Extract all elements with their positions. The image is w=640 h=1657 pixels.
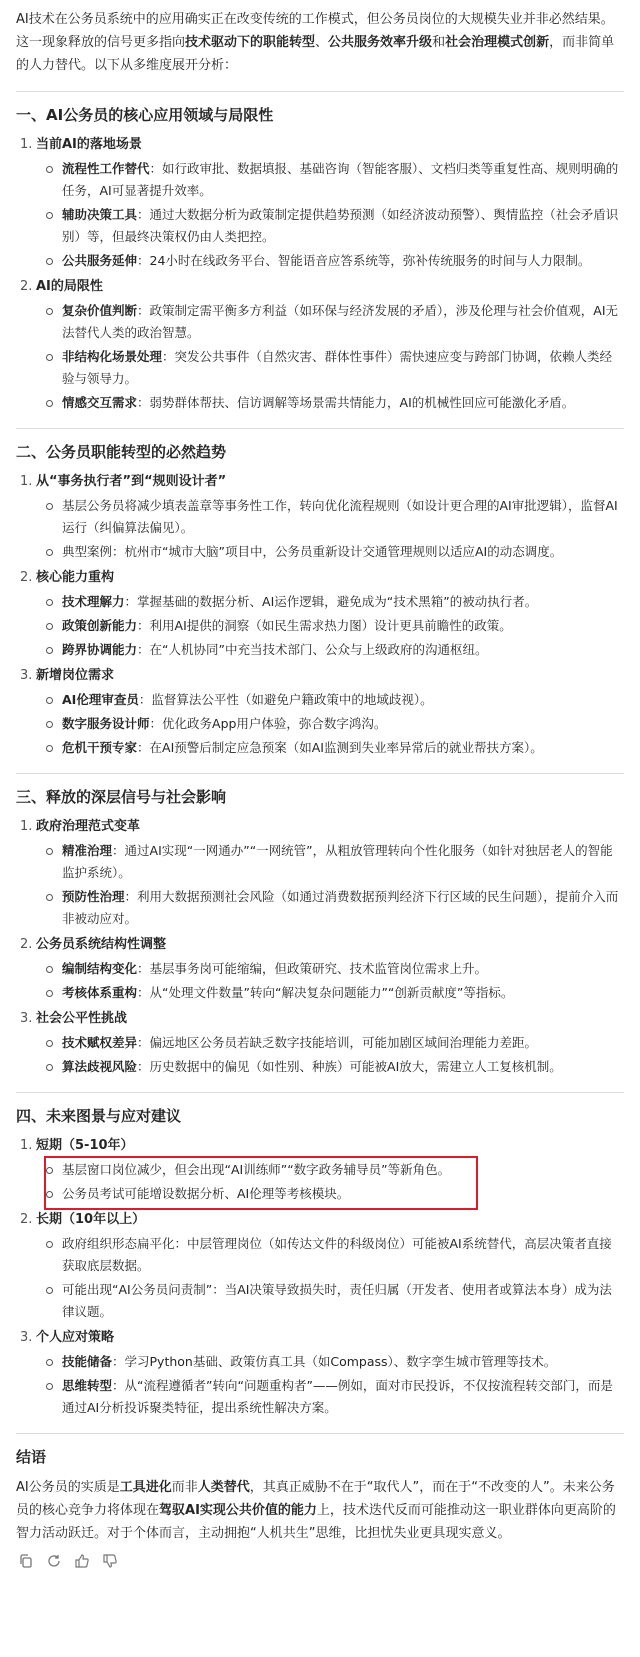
group-items bbox=[20, 1159, 624, 1205]
group-number: 1. bbox=[20, 819, 33, 834]
conclusion-bold-3: 驾驭AI实现公共价值的能力 bbox=[159, 1503, 317, 1518]
section-list bbox=[16, 814, 624, 1078]
item-text: ：从“处理文件数量”转向“解决复杂问题能力”“创新贡献度”等指标。 bbox=[137, 985, 514, 1000]
group-heading bbox=[20, 132, 624, 157]
list-item bbox=[42, 689, 624, 711]
group-items bbox=[20, 1351, 624, 1419]
item-label: 跨界协调能力 bbox=[62, 642, 138, 657]
item-text: 基层公务员将减少填表盖章等事务性工作，转向优化流程规则（如设计更合理的AI审批逻辑），监督AI运行（纠偏算法偏见）。 bbox=[62, 498, 618, 535]
refresh-icon[interactable] bbox=[46, 1553, 62, 1569]
bullet-list bbox=[20, 1351, 624, 1419]
item-text: ：通过AI实现“一网通办”“一网统管”，从粗放管理转向个性化服务（如针对独居老人的智能监护系统）。 bbox=[62, 843, 613, 880]
list-item bbox=[42, 204, 624, 248]
group-heading bbox=[20, 1133, 624, 1158]
group-heading-text: 当前AI的落地场景 bbox=[36, 137, 142, 152]
list-group bbox=[20, 663, 624, 759]
list-group bbox=[20, 1325, 624, 1419]
group-number: 2. bbox=[20, 570, 33, 585]
group-number: 1. bbox=[20, 474, 33, 489]
group-number: 3. bbox=[20, 668, 33, 683]
item-text: ：学习Python基础、政策仿真工具（如Compass）、数字孪生城市管理等技术。 bbox=[112, 1354, 557, 1369]
section-title: 二、公务员职能转型的必然趋势 bbox=[16, 443, 227, 461]
group-items bbox=[20, 840, 624, 930]
conclusion-text-3: ，其真正威胁不在于“取代人”，而在于“不改变的人”。未来公务员的核心竞争力将体现在 bbox=[16, 1480, 615, 1518]
group-number: 3. bbox=[20, 1330, 33, 1345]
item-label: 技术理解力 bbox=[62, 594, 125, 609]
item-label: 危机干预专家 bbox=[62, 740, 138, 755]
item-text: ：弱势群体帮扶、信访调解等场景需共情能力，AI的机械性回应可能激化矛盾。 bbox=[137, 395, 575, 410]
item-text: 基层窗口岗位减少，但会出现“AI训练师”“数字政务辅导员”等新角色。 bbox=[62, 1162, 451, 1177]
item-label: 公共服务延伸 bbox=[62, 253, 138, 268]
group-items bbox=[20, 495, 624, 563]
list-group bbox=[20, 1133, 624, 1205]
group-items bbox=[20, 958, 624, 1004]
list-group bbox=[20, 932, 624, 1004]
section-list bbox=[16, 132, 624, 414]
conclusion-text-1: AI公务员的实质是 bbox=[16, 1480, 120, 1495]
bullet-list bbox=[20, 1032, 624, 1078]
item-text: ：如行政审批、数据填报、基础咨询（智能客服）、文档归类等重复性高、规则明确的任务，AI可显著提升效率。 bbox=[62, 161, 619, 198]
list-group bbox=[20, 1207, 624, 1323]
list-group bbox=[20, 1006, 624, 1078]
thumbs-down-icon[interactable] bbox=[102, 1553, 118, 1569]
list-item bbox=[42, 1183, 624, 1205]
list-item bbox=[42, 1351, 624, 1373]
list-group bbox=[20, 469, 624, 563]
item-text: 典型案例：杭州市“城市大脑”项目中，公务员重新设计交通管理规则以适应AI的动态调度。 bbox=[62, 544, 563, 559]
section-list bbox=[16, 469, 624, 759]
intro-text-2: 、 bbox=[315, 35, 329, 50]
group-heading bbox=[20, 1207, 624, 1232]
bullet-list bbox=[20, 158, 624, 272]
group-heading bbox=[20, 274, 624, 299]
item-label: 政策创新能力 bbox=[62, 618, 138, 633]
intro-text-3: 和 bbox=[432, 35, 446, 50]
intro-bold-3: 社会治理模式创新 bbox=[445, 35, 550, 50]
intro-text-1: AI技术在公务员系统中的应用确实正在改变传统的工作模式，但公务员岗位的大规模失业并非必然结果。这一现象释放的信号更多指向 bbox=[16, 12, 614, 50]
item-label: 流程性工作替代 bbox=[62, 161, 150, 176]
item-text: ：优化政务App用户体验，弥合数字鸿沟。 bbox=[149, 716, 387, 731]
list-item bbox=[42, 713, 624, 735]
list-item bbox=[42, 1032, 624, 1054]
bullet-list bbox=[20, 958, 624, 1004]
group-heading bbox=[20, 565, 624, 590]
item-text: 政府组织形态扁平化：中层管理岗位（如传达文件的科级岗位）可能被AI系统替代，高层决策者直接获取底层数据。 bbox=[62, 1236, 612, 1273]
group-heading bbox=[20, 1006, 624, 1031]
group-heading-text: 政府治理范式变革 bbox=[36, 819, 141, 834]
list-item bbox=[42, 591, 624, 613]
group-number: 2. bbox=[20, 1212, 33, 1227]
group-heading bbox=[20, 663, 624, 688]
group-heading-text: 长期（10年以上） bbox=[36, 1212, 146, 1227]
list-item bbox=[42, 1233, 624, 1277]
bullet-list bbox=[20, 591, 624, 661]
response-actions bbox=[16, 1553, 624, 1569]
conclusion-bold-2: 人类替代 bbox=[197, 1480, 250, 1495]
list-item bbox=[42, 840, 624, 884]
group-items bbox=[20, 1032, 624, 1078]
group-heading bbox=[20, 1325, 624, 1350]
intro-bold-1: 技术驱动下的职能转型 bbox=[185, 35, 316, 50]
item-text: ：在AI预警后制定应急预案（如AI监测到失业率异常后的就业帮扶方案）。 bbox=[137, 740, 543, 755]
list-item bbox=[42, 346, 624, 390]
item-text: ：偏远地区公务员若缺乏数字技能培训，可能加剧区域间治理能力差距。 bbox=[137, 1035, 538, 1050]
list-group bbox=[20, 274, 624, 414]
section-title: 四、未来图景与应对建议 bbox=[16, 1107, 182, 1125]
list-item bbox=[42, 958, 624, 980]
item-text: 公务员考试可能增设数据分析、AI伦理等考核模块。 bbox=[62, 1186, 350, 1201]
list-item bbox=[42, 1375, 624, 1419]
list-item bbox=[42, 300, 624, 344]
item-text: ：掌握基础的数据分析、AI运作逻辑，避免成为“技术黑箱”的被动执行者。 bbox=[124, 594, 538, 609]
item-text: ：24小时在线政务平台、智能语音应答系统等，弥补传统服务的时间与人力限制。 bbox=[137, 253, 591, 268]
group-heading-text: AI的局限性 bbox=[36, 279, 103, 294]
list-item bbox=[42, 541, 624, 563]
item-label: 算法歧视风险 bbox=[62, 1059, 138, 1074]
bullet-list bbox=[20, 840, 624, 930]
item-label: 辅助决策工具 bbox=[62, 207, 138, 222]
group-heading bbox=[20, 814, 624, 839]
item-label: 精准治理 bbox=[62, 843, 113, 858]
item-label: 技能储备 bbox=[62, 1354, 113, 1369]
list-item bbox=[42, 250, 624, 272]
list-item bbox=[42, 1159, 624, 1181]
group-heading-text: 核心能力重构 bbox=[36, 570, 115, 585]
item-text: ：通过大数据分析为政策制定提供趋势预测（如经济波动预警）、舆情监控（社会矛盾识别）等，但最终决策权仍由人类把控。 bbox=[62, 207, 619, 244]
item-text: ：基层事务岗可能缩编，但政策研究、技术监管岗位需求上升。 bbox=[137, 961, 488, 976]
item-label: 技术赋权差异 bbox=[62, 1035, 138, 1050]
bullet-list bbox=[20, 1159, 624, 1205]
section-title: 一、AI公务员的核心应用领域与局限性 bbox=[16, 106, 274, 124]
group-items bbox=[20, 158, 624, 272]
item-text: ：从“流程遵循者”转向“问题重构者”——例如，面对市民投诉，不仅按流程转交部门，而是通过AI分析投诉聚类特征，提出系统性解决方案。 bbox=[62, 1378, 613, 1415]
item-text: ：在“人机协同”中充当技术部门、公众与上级政府的沟通枢纽。 bbox=[137, 642, 488, 657]
item-text: 可能出现“AI公务员问责制”：当AI决策导致损失时，责任归属（开发者、使用者或算法本身）成为法律议题。 bbox=[62, 1282, 612, 1319]
group-heading-text: 公务员系统结构性调整 bbox=[36, 937, 167, 952]
item-text: ：利用大数据预测社会风险（如通过消费数据预判经济下行区域的民生问题），提前介入而非被动应对。 bbox=[62, 889, 619, 926]
list-item bbox=[42, 639, 624, 661]
item-label: 思维转型 bbox=[62, 1378, 113, 1393]
item-label: 编制结构变化 bbox=[62, 961, 138, 976]
group-items bbox=[20, 1233, 624, 1323]
item-label: AI伦理审查员 bbox=[62, 692, 139, 707]
group-heading bbox=[20, 469, 624, 494]
list-group bbox=[20, 132, 624, 272]
list-item bbox=[42, 615, 624, 637]
item-text: ：政策制定需平衡多方利益（如环保与经济发展的矛盾），涉及伦理与社会价值观，AI无法替代人类的政治智慧。 bbox=[62, 303, 619, 340]
group-heading-text: 短期（5-10年） bbox=[36, 1138, 134, 1153]
group-heading bbox=[20, 932, 624, 957]
item-label: 复杂价值判断 bbox=[62, 303, 138, 318]
group-heading-text: 个人应对策略 bbox=[36, 1330, 115, 1345]
item-label: 情感交互需求 bbox=[62, 395, 138, 410]
item-label: 数字服务设计师 bbox=[62, 716, 150, 731]
bullet-list bbox=[20, 1233, 624, 1323]
item-text: ：突发公共事件（自然灾害、群体性事件）需快速应变与跨部门协调，依赖人类经验与领导力。 bbox=[62, 349, 613, 386]
group-number: 3. bbox=[20, 1011, 33, 1026]
bullet-list bbox=[20, 689, 624, 759]
copy-icon[interactable] bbox=[18, 1553, 34, 1569]
group-heading-text: 从“事务执行者”到“规则设计者” bbox=[36, 474, 227, 489]
group-number: 2. bbox=[20, 279, 33, 294]
intro-bold-2: 公共服务效率升级 bbox=[328, 35, 433, 50]
bullet-list bbox=[20, 495, 624, 563]
list-item bbox=[42, 392, 624, 414]
list-item bbox=[42, 737, 624, 759]
group-number: 1. bbox=[20, 137, 33, 152]
conclusion-bold-1: 工具进化 bbox=[119, 1480, 172, 1495]
list-item bbox=[42, 886, 624, 930]
conclusion-paragraph bbox=[16, 1476, 624, 1545]
list-item bbox=[42, 982, 624, 1004]
thumbs-up-icon[interactable] bbox=[74, 1553, 90, 1569]
bullet-list bbox=[20, 300, 624, 414]
group-items bbox=[20, 591, 624, 661]
item-label: 预防性治理 bbox=[62, 889, 125, 904]
intro-text-4: ，而非简单的人力替代。以下从多维度展开分析： bbox=[16, 35, 615, 73]
list-group bbox=[20, 565, 624, 661]
list-item bbox=[42, 495, 624, 539]
item-label: 非结构化场景处理 bbox=[62, 349, 163, 364]
intro-paragraph bbox=[16, 8, 624, 77]
item-text: ：监督算法公平性（如避免户籍政策中的地域歧视）。 bbox=[138, 692, 433, 707]
group-number: 2. bbox=[20, 937, 33, 952]
list-item bbox=[42, 1056, 624, 1078]
group-items bbox=[20, 300, 624, 414]
item-text: ：利用AI提供的洞察（如民生需求热力图）设计更具前瞻性的政策。 bbox=[137, 618, 512, 633]
conclusion-text-4: 上，技术迭代反而可能推动这一职业群体向更高阶的智力活动跃迁。对于个体而言，主动拥抱“人机共生”思维，比担忧失业更具现实意义。 bbox=[16, 1503, 616, 1541]
list-item bbox=[42, 1279, 624, 1323]
item-label: 考核体系重构 bbox=[62, 985, 138, 1000]
section-title: 三、释放的深层信号与社会影响 bbox=[16, 788, 227, 806]
list-group bbox=[20, 814, 624, 930]
sections-container bbox=[16, 91, 624, 1419]
group-number: 1. bbox=[20, 1138, 33, 1153]
list-item bbox=[42, 158, 624, 202]
group-heading-text: 新增岗位需求 bbox=[36, 668, 115, 683]
conclusion-title: 结语 bbox=[16, 1448, 47, 1466]
section-list bbox=[16, 1133, 624, 1419]
item-text: ：历史数据中的偏见（如性别、种族）可能被AI放大，需建立人工复核机制。 bbox=[137, 1059, 562, 1074]
group-items bbox=[20, 689, 624, 759]
conclusion-text-2: 而非 bbox=[171, 1480, 198, 1495]
group-heading-text: 社会公平性挑战 bbox=[36, 1011, 128, 1026]
